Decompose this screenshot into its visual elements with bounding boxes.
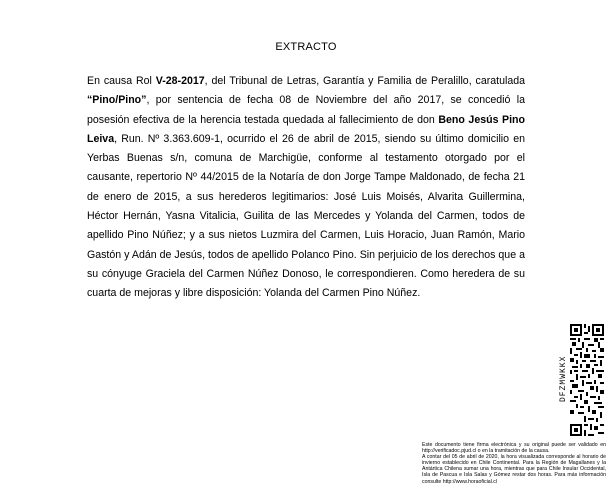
case-rol: V-28-2017 — [155, 75, 205, 87]
electronic-signature-note — [422, 442, 606, 485]
paragraph-text-3: , por sentencia de fecha 08 de Noviembre del año 2017, se concedió la posesión efectiva de la herencia testada quedada al fallecimiento de don — [87, 94, 525, 126]
signature-validation-text: Este documento tiene firma electrónica y su original puede ser validado en http://verificadoc.pjud.cl o en la tramitación de la causa. — [422, 442, 606, 455]
case-caption: “Pino/Pino” — [87, 94, 147, 107]
paragraph-text-2: , del Tribunal de Letras, Garantía y Familia de Peralillo, caratulada — [204, 75, 525, 87]
timezone-notice-text: A contar del 05 de abril de 2020, la hora visualizada corresponde al horario de invierno establecido en Chile Continental. Para la Región de Magallanes y la Antártica Chilena sumar una hora, mientras que para Chile Insular Occidental, Isla de Pascua e Isla Salas y Gómez restar dos horas. Para más información consulte http://www.horaoficial.cl — [422, 454, 606, 485]
qr-code-icon — [570, 324, 604, 436]
verification-code: DFZMWKKX — [559, 355, 568, 402]
extract-paragraph — [87, 72, 525, 304]
paragraph-text-1: En causa Rol — [87, 75, 156, 87]
deceased-name: Beno Jesús Pino Leiva — [87, 113, 525, 145]
paragraph-text-4: , Run. Nº 3.363.609-1, ocurrido el 26 de abril de 2015, siendo su último domicilio en Yerbas Buenas s/n, comuna de Marchigüe, conforme al testamento otorgado por el causante, repertorio Nº 44/2015 de la Notaría de don Jorge Tampe Maldonado, de fecha 21 de enero de 2015, a sus herederos legitimarios: José Luis Moisés, Alvarita Guillermina, Héctor Hernán, Yasna Vitalicia, Guilita de las Mercedes y Yolanda del Carmen, todos de apellido Pino Núñez; y a sus nietos Luzmira del Carmen, Luis Horacio, Juan Ramón, Mario Gastón y Adán de Jesús, todos de apellido Polanco Pino. Sin perjuicio de los derechos que a su cónyuge Graciela del Carmen Núñez Donoso, le correspondieren. Como heredera de su cuarta de mejoras y libre disposición: Yolanda del Carmen Pino Núñez. — [87, 132, 525, 300]
document-title: EXTRACTO — [275, 41, 337, 53]
